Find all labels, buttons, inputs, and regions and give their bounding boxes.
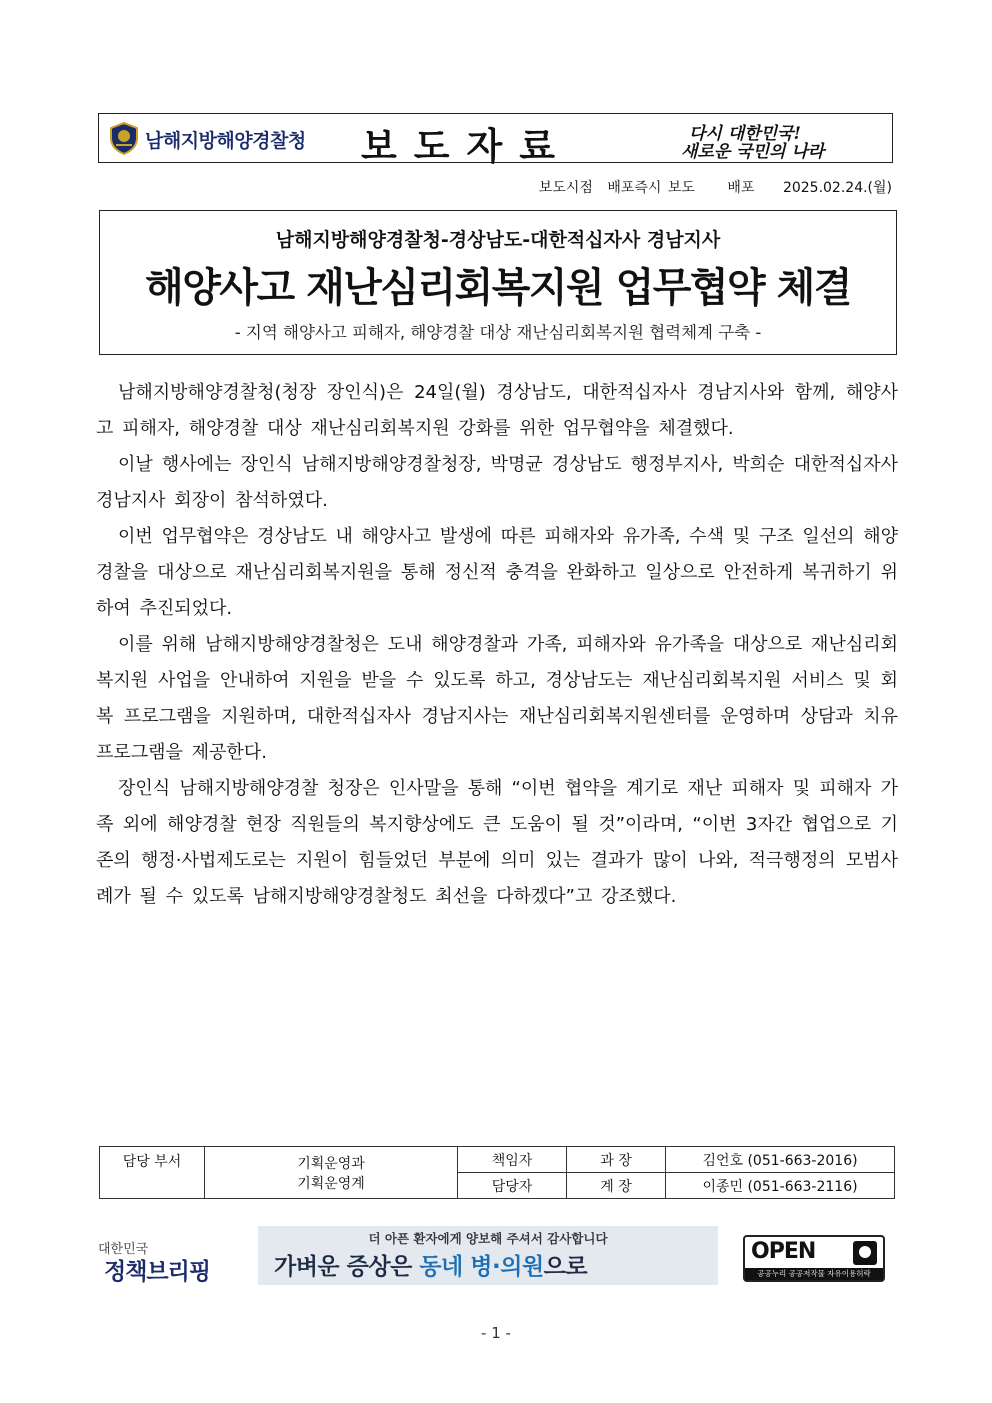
title-box	[99, 210, 897, 355]
clinic-campaign-banner	[258, 1226, 718, 1285]
release-time-value: 배포즉시 보도	[607, 180, 695, 196]
body-paragraph: 이를 위해 남해지방해양경찰청은 도내 해양경찰과 가족, 피해자와 유가족을 대상으로 재난심리회복지원 사업을 안내하여 지원을 받을 수 있도록 하고, 경상남도는 재난심리회복지원 서비스 및 회복 프로그램을 지원하며, 대한적십자사 경남지사는 재난심리회복지원센터를 운영하며 상담과 치유프로그램을 제공한다.	[96, 634, 898, 763]
banner-headline-part: 으로	[543, 1254, 588, 1280]
title-tagline: - 지역 해양사고 피해자, 해양경찰 대상 재난심리회복지원 협력체계 구축 -	[234, 323, 762, 342]
banner-headline-highlight: 동네 병·의원	[419, 1254, 544, 1280]
open-label: OPEN	[751, 1239, 816, 1264]
attribution-person-icon	[859, 1246, 871, 1258]
banner-headline	[274, 1248, 587, 1281]
article-body	[96, 375, 898, 915]
distribution-date: 2025.02.24.(월)	[782, 180, 892, 196]
position-cell: 계 장	[567, 1173, 666, 1199]
page-title: 해양사고 재난심리회복지원 업무협약 체결	[145, 265, 851, 311]
slogan-line-1: 다시 대한민국!	[689, 124, 801, 144]
dept-names	[205, 1147, 458, 1199]
role-cell: 담당자	[458, 1173, 567, 1199]
banner-caption: 더 아픈 환자에게 양보해 주셔서 감사합니다	[368, 1231, 608, 1246]
contact-table	[99, 1146, 895, 1199]
policy-briefing-logo: 정책브리핑	[104, 1259, 211, 1285]
page-number: - 1 -	[481, 1324, 511, 1342]
dept-label: 담당 부서	[100, 1147, 205, 1199]
body-paragraph: 장인식 남해지방해양경찰 청장은 인사말을 통해 “이번 협약을 계기로 재난 피해자 및 피해자 가족 외에 해양경찰 현장 직원들의 복지향상에도 큰 도움이 될 것”이라며, “이번 3자간 협업으로 기존의 행정·사법제도로는 지원이 힘들었던 부분에 의미 있는 결과가 많이 나와, 적극행정의 모범사례가 될 수 있도록 남해지방해양경찰청도 최선을 다하겠다”고 강조했다.	[96, 778, 898, 907]
press-release-title: 보도자료	[361, 125, 572, 168]
title-subheading: 남해지방해양경찰청-경상남도-대한적십자사 경남지사	[275, 229, 721, 251]
release-time-label: 보도시점	[538, 180, 593, 196]
coast-guard-emblem-icon	[107, 121, 141, 155]
role-cell: 책임자	[458, 1147, 567, 1173]
table-row	[100, 1147, 895, 1173]
person-cell: 이종민 (051-663-2116)	[666, 1173, 895, 1199]
banner-headline-part: 가벼운 증상은	[274, 1254, 420, 1280]
dept-line-1: 기획운영과	[297, 1155, 365, 1172]
dept-line-2: 기획운영계	[297, 1175, 365, 1192]
body-paragraph: 남해지방해양경찰청(청장 장인식)은 24일(월) 경상남도, 대한적십자사 경남지사와 함께, 해양사고 피해자, 해양경찰 대상 재난심리회복지원 강화를 위한 업무협약을 체결했다.	[96, 382, 898, 439]
person-cell: 김언호 (051-663-2016)	[666, 1147, 895, 1173]
open-license-caption: 공공누리 공공저작물 자유이용허락	[745, 1268, 883, 1280]
kogl-open-license-badge	[743, 1235, 885, 1282]
distribution-label: 배포	[727, 180, 755, 196]
press-header-banner	[98, 113, 893, 168]
body-paragraph: 이날 행사에는 장인식 남해지방해양경찰청장, 박명균 경상남도 행정부지사, 박희순 대한적십자사 경남지사 회장이 참석하였다.	[96, 454, 898, 511]
agency-name: 남해지방해양경찰청	[145, 130, 306, 152]
body-paragraph: 이번 업무협약은 경상남도 내 해양사고 발생에 따른 피해자와 유가족, 수색 및 구조 일선의 해양경찰을 대상으로 재난심리회복지원을 통해 정신적 충격을 완화하고 일상으로 안전하게 복귀하기 위하여 추진되었다.	[96, 526, 898, 619]
release-info	[531, 177, 892, 197]
slogan-line-2: 새로운 국민의 나라	[681, 142, 825, 162]
policy-briefing-caption: 대한민국	[98, 1242, 149, 1257]
position-cell: 과 장	[567, 1147, 666, 1173]
